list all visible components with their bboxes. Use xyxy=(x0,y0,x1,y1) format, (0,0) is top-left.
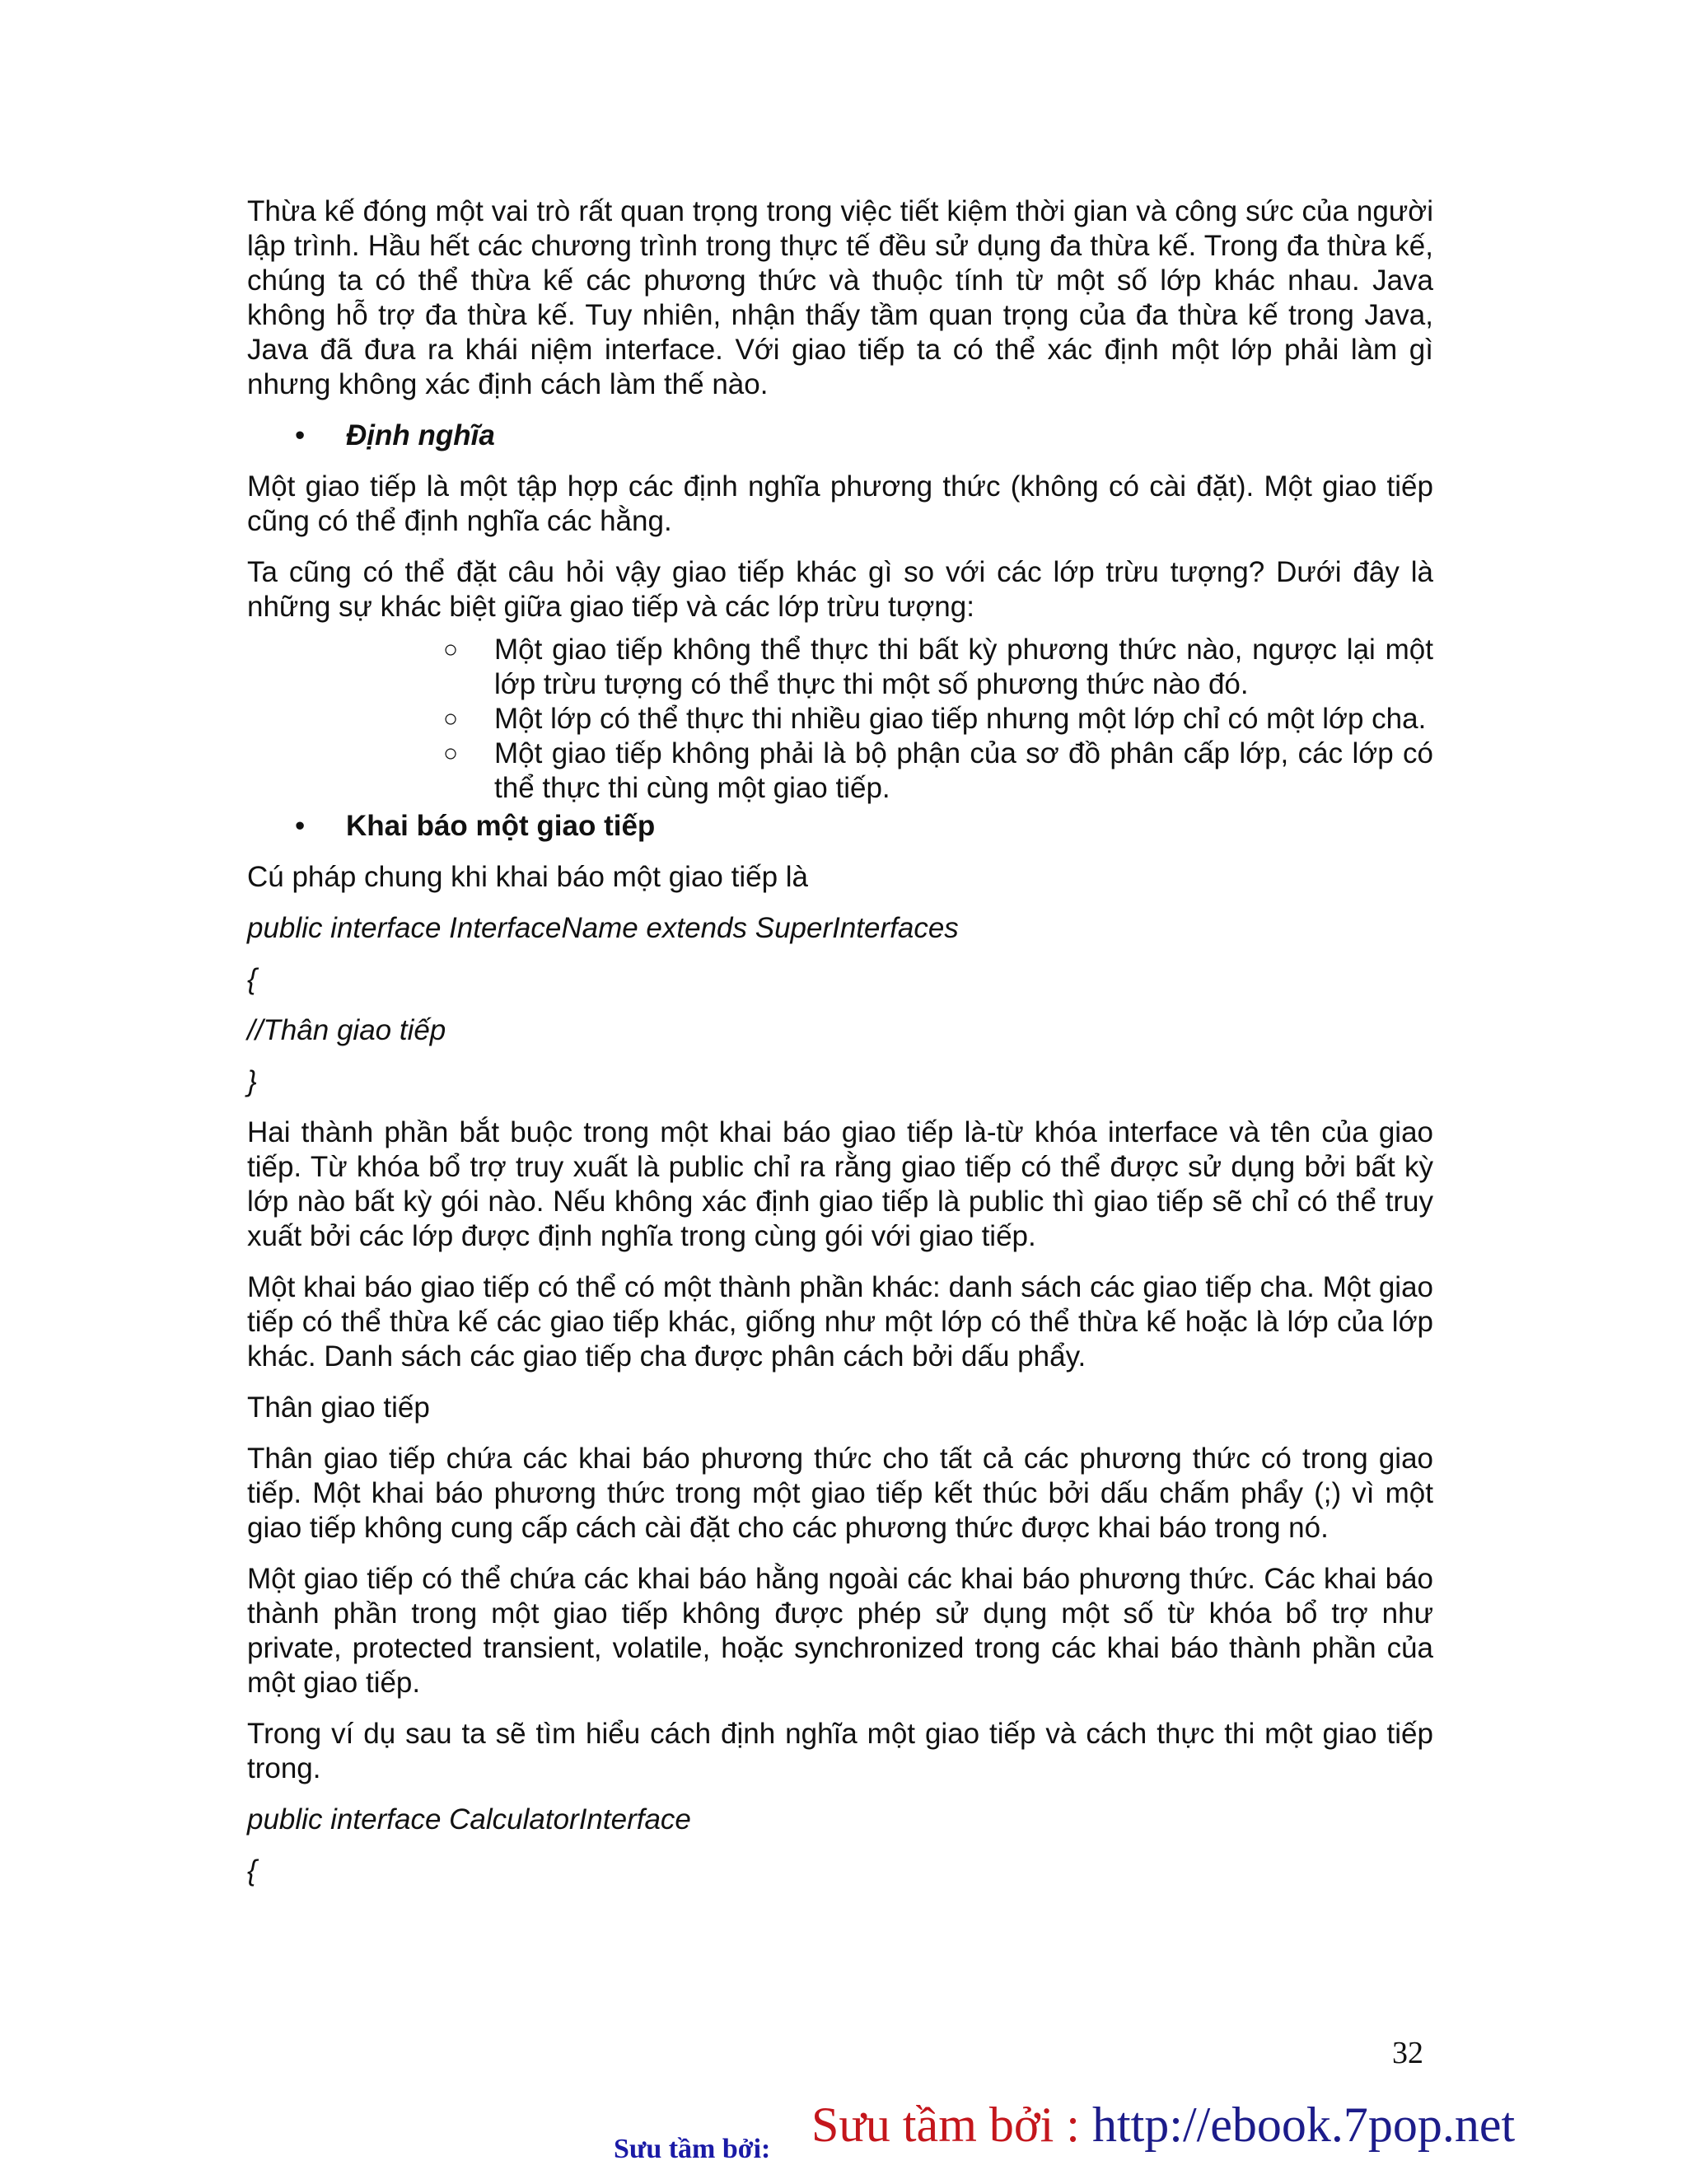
example-paragraph: Trong ví dụ sau ta sẽ tìm hiểu cách định nghĩa một giao tiếp và cách thực thi một giao tiếp trong. xyxy=(247,1718,1433,1784)
page-number: 32 xyxy=(1392,2036,1423,2070)
differences-list xyxy=(247,633,1433,806)
body-paragraph: Thân giao tiếp chứa các khai báo phương thức cho tất cả các phương thức có trong giao tiếp. Một khai báo phương thức trong một giao tiếp kết thúc bởi dấu chấm phẩy (;) vì một giao tiếp không cung cấp cách cài đặt cho các phương thức được khai báo trong nó. xyxy=(247,1443,1433,1544)
code-line: { xyxy=(247,1854,257,1887)
difference-item xyxy=(247,737,1433,806)
code-line: } xyxy=(247,1065,257,1097)
bullet-dot: • xyxy=(295,419,306,451)
difference-text: Một giao tiếp không thể thực thi bất kỳ phương thức nào, ngược lại một lớp trừu tượng có thể thực thi một số phương thức nào đó. xyxy=(494,634,1433,700)
watermark-url: http://ebook.7pop.net xyxy=(1091,2097,1516,2152)
watermark xyxy=(811,2097,1515,2154)
bullet-definition xyxy=(247,419,1433,453)
circle-bullet: ○ xyxy=(443,636,459,663)
difference-text: Một lớp có thể thực thi nhiều giao tiếp nhưng một lớp chỉ có một lớp cha. xyxy=(494,703,1427,735)
heading-definition: Định nghĩa xyxy=(346,419,495,451)
code-line: { xyxy=(247,963,257,995)
circle-bullet: ○ xyxy=(443,705,459,732)
intro-paragraph: Thừa kế đóng một vai trò rất quan trọng trong việc tiết kiệm thời gian và công sức của người lập trình. Hầu hết các chương trình trong thực tế đều sử dụng đa thừa kế. Trong đa thừa kế, chúng ta có thể thừa kế các phương thức và thuộc tính từ một số lớp khác nhau. Java không hỗ trợ đa thừa kế. Tuy nhiên, nhận thấy tầm quan trọng của đa thừa kế trong Java, Java đã đưa ra khái niệm interface. Với giao tiếp ta có thể xác định một lớp phải làm gì nhưng không xác định cách làm thế nào. xyxy=(247,195,1433,400)
heading-declare: Khai báo một giao tiếp xyxy=(346,810,656,842)
source-label: Sưu tầm bởi: xyxy=(614,2134,771,2164)
circle-bullet: ○ xyxy=(443,740,459,767)
code-line: public interface InterfaceName extends SuperInterfaces xyxy=(247,912,959,944)
page-content xyxy=(247,194,1433,1905)
definition-paragraph: Một giao tiếp là một tập hợp các định nghĩa phương thức (không có cài đặt). Một giao tiếp cũng có thể định nghĩa các hằng. xyxy=(247,470,1433,537)
syntax-intro: Cú pháp chung khi khai báo một giao tiếp là xyxy=(247,861,809,893)
code-line: public interface CalculatorInterface xyxy=(247,1803,691,1836)
difference-item xyxy=(247,702,1433,737)
required-paragraph: Hai thành phần bắt buộc trong một khai báo giao tiếp là-từ khóa interface và tên của giao tiếp. Từ khóa bổ trợ truy xuất là public chỉ ra rằng giao tiếp có thể được sử dụng bởi bất kỳ lớp nào bất kỳ gói nào. Nếu không xác định giao tiếp là public thì giao tiếp sẽ chỉ có thể truy xuất bởi các lớp được định nghĩa trong cùng gói với giao tiếp. xyxy=(247,1116,1433,1252)
question-paragraph: Ta cũng có thể đặt câu hỏi vậy giao tiếp khác gì so với các lớp trừu tượng? Dưới đây là những sự khác biệt giữa giao tiếp và các lớp trừu tượng: xyxy=(247,556,1433,623)
watermark-label: Sưu tầm bởi : xyxy=(811,2097,1080,2152)
subheading-body: Thân giao tiếp xyxy=(247,1391,430,1424)
bullet-declare xyxy=(247,809,1433,844)
bullet-dot: • xyxy=(295,810,306,842)
super-paragraph: Một khai báo giao tiếp có thể có một thành phần khác: danh sách các giao tiếp cha. Một giao tiếp có thể thừa kế các giao tiếp khác, giống như một lớp có thể thừa kế hoặc là lớp của lớp khác. Danh sách các giao tiếp cha được phân cách bởi dấu phẩy. xyxy=(247,1271,1433,1373)
difference-item xyxy=(247,633,1433,702)
code-line: //Thân giao tiếp xyxy=(247,1014,446,1046)
constants-paragraph: Một giao tiếp có thể chứa các khai báo hằng ngoài các khai báo phương thức. Các khai báo thành phần trong một giao tiếp không được phép sử dụng một số từ khóa bổ trợ như private, protected transient, volatile, hoặc synchronized trong các khai báo thành phần của một giao tiếp. xyxy=(247,1563,1433,1699)
difference-text: Một giao tiếp không phải là bộ phận của sơ đồ phân cấp lớp, các lớp có thể thực thi cùng một giao tiếp. xyxy=(494,737,1433,804)
